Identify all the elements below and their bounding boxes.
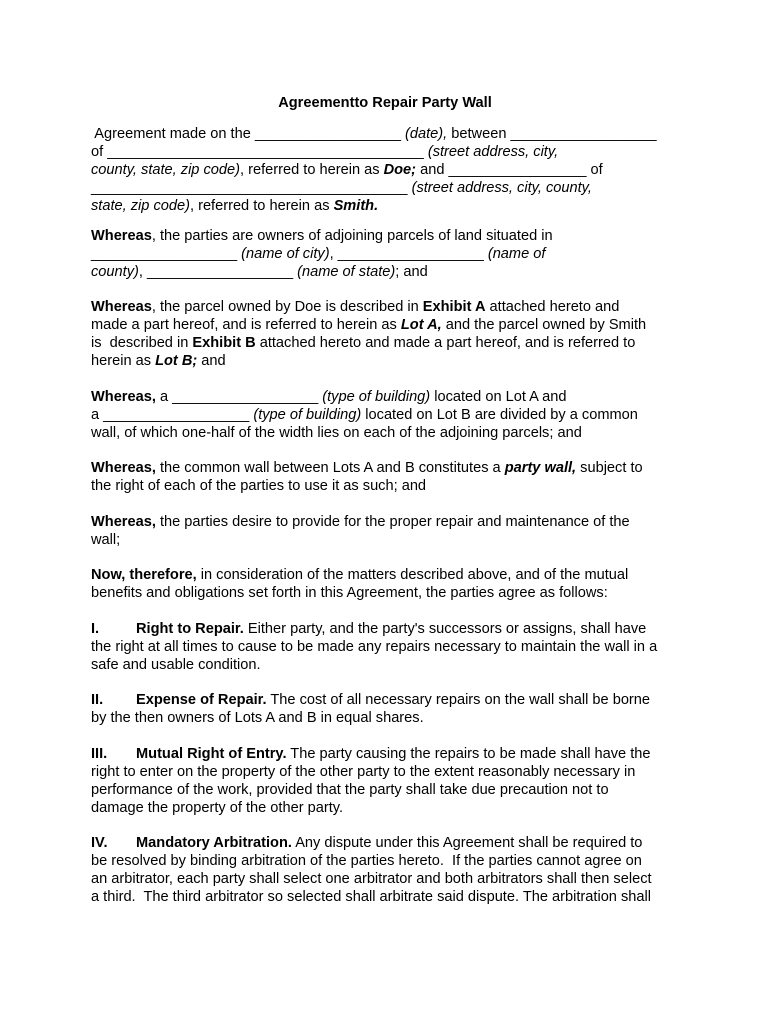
text: __________________ <box>91 246 242 262</box>
text: and the parcel owned by Smith <box>441 317 647 333</box>
text: party wall, <box>504 460 577 476</box>
text-line <box>91 352 226 370</box>
text-line <box>91 763 635 781</box>
text-line <box>91 513 630 531</box>
text-line <box>91 388 567 406</box>
text: located on Lot B are divided by a common <box>361 407 638 423</box>
section-number: II. <box>91 692 104 708</box>
text: and <box>197 353 226 369</box>
text-line <box>91 566 628 584</box>
text: an arbitrator, each party shall select one arbitrator and both arbitrators shall then select <box>91 871 652 887</box>
text: wall; <box>91 532 121 548</box>
text: Any dispute under this Agreement shall be required to <box>291 835 643 851</box>
text-line <box>91 245 545 263</box>
text-line <box>91 584 608 602</box>
text-line <box>91 424 582 442</box>
text: is described in <box>91 335 193 351</box>
text: The cost of all necessary repairs on the wall shall be borne <box>266 692 651 708</box>
text-line <box>91 745 651 763</box>
text: wall, of which one-half of the width lies on each of the adjoining parcels; and <box>91 425 582 441</box>
text-line <box>91 298 619 316</box>
text: Whereas <box>91 228 152 244</box>
text: be resolved by binding arbitration of the parties hereto. If the parties cannot agree on <box>91 853 642 869</box>
text-line <box>91 406 638 424</box>
text: (name of state) <box>297 264 396 280</box>
text-line <box>91 531 120 549</box>
section-number: IV. <box>91 835 108 851</box>
text: the right of each of the parties to use it as such; and <box>91 478 427 494</box>
section-number: I. <box>91 621 100 637</box>
text: a third. The third arbitrator so selected shall arbitrate said dispute. The arbitration shall <box>91 889 651 905</box>
text: , referred to herein as <box>240 162 384 178</box>
text: by the then owners of Lots A and B in equal shares. <box>91 710 424 726</box>
text: in consideration of the matters described above, and of the mutual <box>196 567 629 583</box>
text: located on Lot A and <box>430 389 567 405</box>
document-title: Agreementto Repair Party Wall <box>278 95 492 111</box>
section-heading: Right to Repair. <box>136 621 244 637</box>
text: , __________________ <box>329 246 488 262</box>
text: , __________________ <box>138 264 298 280</box>
text-line <box>91 316 646 334</box>
text: Agreement made on the __________________ <box>91 126 406 142</box>
text-line <box>91 125 657 143</box>
text: state, zip code) <box>91 198 190 214</box>
text-line <box>91 143 558 161</box>
text: benefits and obligations set forth in this Agreement, the parties agree as follows: <box>91 585 608 601</box>
text: a __________________ <box>155 389 323 405</box>
text: attached hereto and made a part hereof, and is referred to <box>255 335 636 351</box>
text: The party causing the repairs to be made shall have the <box>286 746 651 762</box>
text: Now, therefore, <box>91 567 197 583</box>
text-line <box>91 691 650 709</box>
text: damage the property of the other party. <box>91 800 344 816</box>
text-line <box>91 870 652 888</box>
section-number: III. <box>91 746 108 762</box>
text-line <box>91 834 642 852</box>
text: , referred to herein as <box>189 198 334 214</box>
text: Whereas, <box>91 460 156 476</box>
text: ; and <box>395 264 428 280</box>
section-heading: Mandatory Arbitration. <box>136 835 292 851</box>
text-line <box>91 638 657 656</box>
text-line <box>91 620 646 638</box>
text: performance of the work, provided that the party shall take due precaution not to <box>91 782 609 798</box>
text: the parties desire to provide for the proper repair and maintenance of the <box>155 514 630 530</box>
text: Exhibit B <box>192 335 256 351</box>
text: subject to <box>576 460 643 476</box>
text: county) <box>91 264 139 280</box>
text: Smith. <box>333 198 379 214</box>
text: Whereas <box>91 299 152 315</box>
text: _______________________________________ <box>91 180 412 196</box>
text-line <box>91 227 553 245</box>
text: (date), <box>405 126 448 142</box>
text: Whereas, <box>91 514 156 530</box>
text: the right at all times to cause to be made any repairs necessary to maintain the wall in a <box>91 639 658 655</box>
text: and _________________ of <box>416 162 603 178</box>
text-line <box>91 781 609 799</box>
section-heading: Mutual Right of Entry. <box>136 746 287 762</box>
text: (type of building) <box>322 389 431 405</box>
text: made a part hereof, and is referred to herein as <box>91 317 401 333</box>
text: (type of building) <box>253 407 362 423</box>
text: Whereas, <box>91 389 156 405</box>
text-line <box>91 852 642 870</box>
text-line <box>91 197 378 215</box>
text: (name of <box>487 246 546 262</box>
text-line <box>91 888 651 906</box>
text: (street address, city, county, <box>411 180 592 196</box>
text: safe and usable condition. <box>91 657 261 673</box>
text-line <box>91 179 592 197</box>
text-line <box>91 799 343 817</box>
text-line <box>91 334 635 352</box>
text-line <box>91 161 603 179</box>
text-line <box>91 263 428 281</box>
text: Lot B; <box>155 353 198 369</box>
text-line <box>91 477 426 495</box>
text: attached hereto and <box>485 299 620 315</box>
text: Exhibit A <box>422 299 486 315</box>
text: of _______________________________________ <box>91 144 428 160</box>
text: right to enter on the property of the other party to the extent reasonably necessary in <box>91 764 636 780</box>
text: a __________________ <box>91 407 254 423</box>
text: (street address, city, <box>427 144 559 160</box>
text: Lot A, <box>400 317 442 333</box>
text: (name of city) <box>241 246 330 262</box>
text: Doe; <box>383 162 417 178</box>
text: the common wall between Lots A and B constitutes a <box>155 460 505 476</box>
section-heading: Expense of Repair. <box>136 692 267 708</box>
text: between __________________ <box>447 126 657 142</box>
text-line <box>91 709 424 727</box>
text-line <box>91 459 643 477</box>
text: , the parcel owned by Doe is described in <box>151 299 423 315</box>
text: Either party, and the party's successors or assigns, shall have <box>243 621 647 637</box>
text: county, state, zip code) <box>91 162 240 178</box>
text: herein as <box>91 353 156 369</box>
text-line <box>91 656 261 674</box>
text: , the parties are owners of adjoining parcels of land situated in <box>151 228 553 244</box>
